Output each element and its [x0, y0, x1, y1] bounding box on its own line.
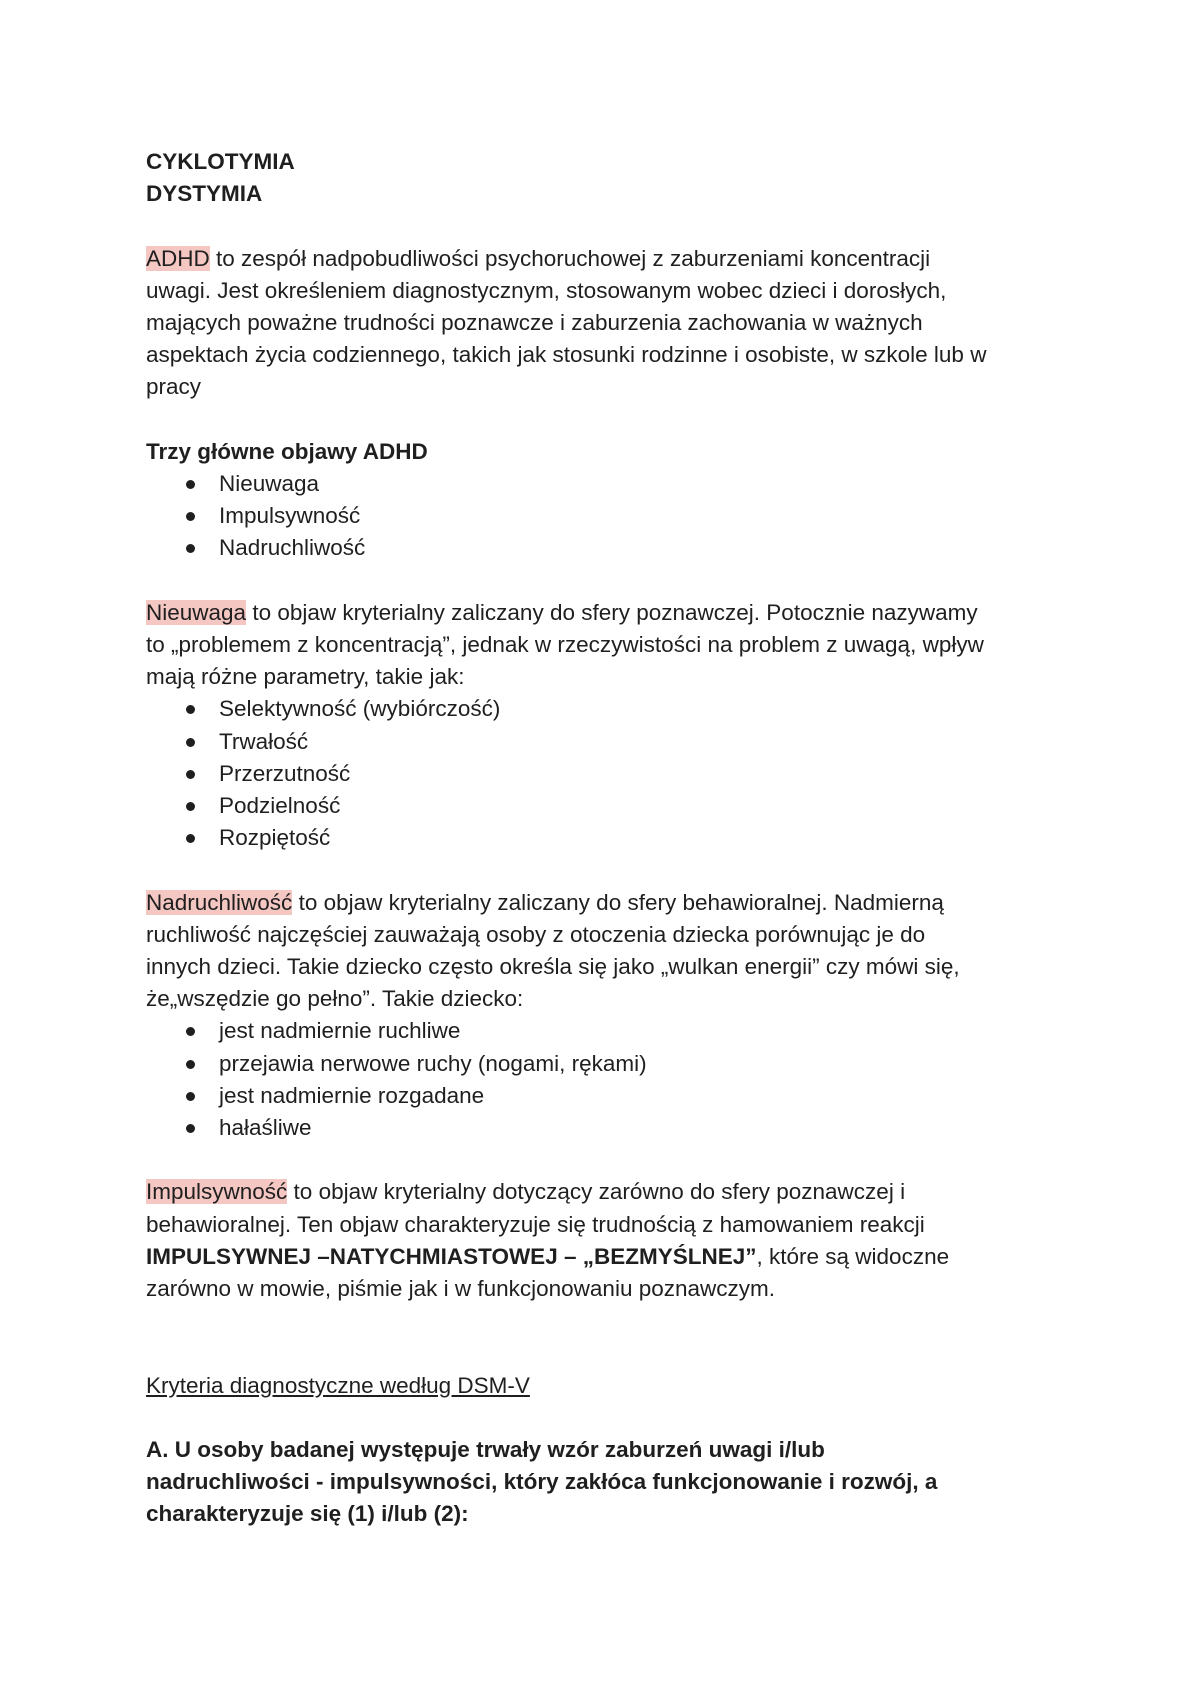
- list-item: Przerzutność: [146, 758, 1076, 790]
- bullet-icon: [186, 834, 195, 843]
- bullet-icon: [186, 1092, 195, 1101]
- main-symptoms-title: Trzy główne objawy ADHD: [146, 438, 428, 464]
- bullet-icon: [186, 1027, 195, 1036]
- paragraph-line: , które są widoczne: [756, 1243, 950, 1269]
- bullet-icon: [186, 1060, 195, 1069]
- bold-phrase: IMPULSYWNEJ –NATYCHMIASTOWEJ – „BEZMYŚLNEJ”: [146, 1243, 757, 1269]
- bullet-icon: [186, 738, 195, 747]
- heading-cyclothymia: CYKLOTYMIA: [146, 149, 295, 174]
- paragraph-line: to zespół nadpobudliwości psychoruchowej z zaburzeniami koncentracji: [209, 245, 931, 271]
- list-item: Podzielność: [146, 790, 1076, 822]
- paragraph-line: uwagi. Jest określeniem diagnostycznym, stosowanym wobec dzieci i dorosłych,: [146, 277, 947, 303]
- paragraph-line: A. U osoby badanej występuje trwały wzór zaburzeń uwagi i/lub: [146, 1437, 825, 1463]
- highlight-inattention: Nieuwaga: [146, 599, 247, 625]
- paragraph-line: charakteryzuje się (1) i/lub (2):: [146, 1501, 469, 1527]
- list-item: jest nadmiernie ruchliwe: [146, 1015, 1076, 1047]
- inattention-paragraph: [146, 597, 1076, 694]
- hyperactivity-list: [146, 1015, 1076, 1144]
- criteria-link[interactable]: Kryteria diagnostyczne według DSM-V: [146, 1372, 530, 1398]
- paragraph-line: to objaw kryterialny zaliczany do sfery behawioralnej. Nadmierną: [292, 889, 944, 915]
- list-item: Selektywność (wybiórczość): [146, 693, 1076, 725]
- paragraph-line: to objaw kryterialny dotyczący zarówno do sfery poznawczej i: [287, 1179, 906, 1205]
- bullet-icon: [186, 705, 195, 714]
- spacer: [146, 1402, 1076, 1434]
- paragraph-line: ruchliwość najczęściej zauważają osoby z otoczenia dziecka porównując je do: [146, 921, 926, 947]
- list-item: jest nadmiernie rozgadane: [146, 1080, 1076, 1112]
- list-item: Nadruchliwość: [146, 532, 1076, 564]
- paragraph-line: mających poważne trudności poznawcze i zaburzenia zachowania w ważnych: [146, 310, 923, 335]
- impulsivity-paragraph: [146, 1176, 1076, 1305]
- spacer: [146, 854, 1076, 886]
- bullet-icon: [186, 480, 195, 489]
- paragraph-line: to objaw kryterialny zaliczany do sfery poznawczej. Potocznie nazywamy: [246, 599, 978, 625]
- inattention-list: [146, 693, 1076, 854]
- highlight-hyperactivity: Nadruchliwość: [146, 889, 293, 915]
- adhd-paragraph: [146, 243, 1076, 404]
- highlight-impulsivity: Impulsywność: [146, 1179, 288, 1205]
- list-item: przejawia nerwowe ruchy (nogami, rękami): [146, 1048, 1076, 1080]
- paragraph-line: aspektach życia codziennego, takich jak stosunki rodzinne i osobiste, w szkole lub w: [146, 342, 987, 368]
- hyperactivity-paragraph: [146, 887, 1076, 1016]
- paragraph-line: mają różne parametry, takie jak:: [146, 664, 465, 690]
- list-item: Nieuwaga: [146, 468, 1076, 500]
- list-item: Impulsywność: [146, 500, 1076, 532]
- bullet-icon: [186, 802, 195, 811]
- paragraph-line: że„wszędzie go pełno”. Takie dziecko:: [146, 986, 524, 1012]
- bullet-icon: [186, 512, 195, 521]
- spacer: [146, 1305, 1076, 1369]
- paragraph-line: pracy: [146, 374, 202, 400]
- document-page: [146, 146, 1076, 1531]
- list-item: hałaśliwe: [146, 1112, 1076, 1144]
- list-item: Rozpiętość: [146, 822, 1076, 854]
- bullet-icon: [186, 770, 195, 779]
- highlight-adhd: ADHD: [146, 245, 210, 271]
- list-item: Trwałość: [146, 726, 1076, 758]
- bullet-icon: [186, 544, 195, 553]
- paragraph-line: nadruchliwości - impulsywności, który zakłóca funkcjonowanie i rozwój, a: [146, 1469, 938, 1495]
- spacer: [146, 1144, 1076, 1176]
- heading-dysthymia: DYSTYMIA: [146, 181, 263, 207]
- bullet-icon: [186, 1124, 195, 1133]
- spacer: [146, 404, 1076, 436]
- criteria-a-paragraph: [146, 1434, 1076, 1531]
- main-symptoms-list: [146, 468, 1076, 565]
- paragraph-line: to „problemem z koncentracją”, jednak w rzeczywistości na problem z uwagą, wpływ: [146, 632, 984, 657]
- spacer: [146, 210, 1076, 242]
- paragraph-line: behawioralnej. Ten objaw charakteryzuje się trudnością z hamowaniem reakcji: [146, 1211, 925, 1237]
- spacer: [146, 565, 1076, 597]
- paragraph-line: zarówno w mowie, piśmie jak i w funkcjonowaniu poznawczym.: [146, 1276, 776, 1302]
- paragraph-line: innych dzieci. Takie dziecko często określa się jako „wulkan energii” czy mówi się,: [146, 954, 960, 980]
